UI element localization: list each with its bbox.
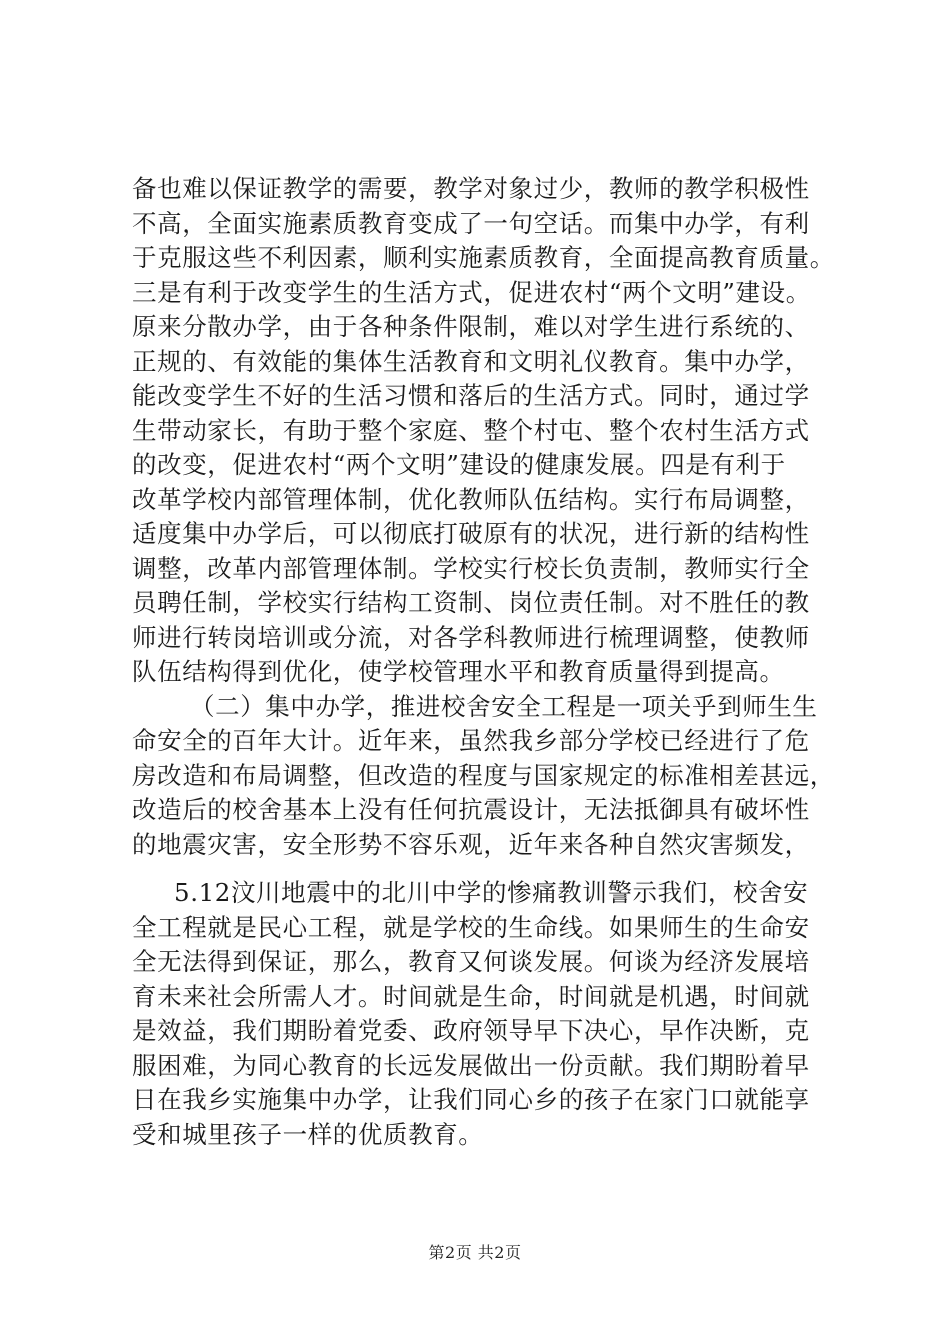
text-line: 全工程就是民心工程，就是学校的生命线。如果师生的生命安 [132, 912, 810, 942]
page-footer: 第2页 共2页 [428, 1243, 522, 1262]
text-line: 备也难以保证教学的需要，教学对象过少，教师的教学积极性 [132, 174, 810, 203]
paragraph-1 [132, 172, 835, 690]
text-line: 改造后的校舍基本上没有任何抗震设计，无法抵御具有破坏性 [132, 795, 810, 824]
text-line: （二）集中办学，推进校舍安全工程是一项关乎到师生生 [190, 691, 818, 721]
text-line: 5.12汶川地震中的北川中学的惨痛教训警示我们，校舍安 [174, 878, 809, 907]
document-body [132, 172, 835, 1152]
text-line: 队伍结构得到优化，使学校管理水平和教育质量得到提高。 [132, 657, 785, 686]
text-line: 是效益，我们期盼着党委、政府领导早下决心，早作决断，克 [132, 1016, 810, 1045]
text-line: 命安全的百年大计。近年来，虽然我乡部分学校已经进行了危 [132, 726, 810, 755]
paragraph-gap [132, 862, 832, 876]
text-line: 原来分散办学，由于各种条件限制，难以对学生进行系统的、 [132, 312, 810, 341]
paragraph-3 [132, 876, 832, 1152]
text-line: 日在我乡实施集中办学，让我们同心乡的孩子在家门口就能享 [132, 1085, 810, 1114]
text-line: 员聘任制，学校实行结构工资制、岗位责任制。对不胜任的教 [132, 588, 810, 617]
text-line: 不高，全面实施素质教育变成了一句空话。而集中办学，有利 [132, 208, 810, 238]
text-line: 全无法得到保证，那么，教育又何谈发展。何谈为经济发展培 [132, 947, 810, 976]
text-line: 改革学校内部管理体制，优化教师队伍结构。实行布局调整， [132, 484, 810, 514]
text-line: 适度集中办学后，可以彻底打破原有的状况，进行新的结构性 [132, 519, 810, 548]
text-line: 生带动家长，有助于整个家庭、整个村屯、整个农村生活方式 [132, 415, 810, 445]
text-line: 于克服这些不利因素，顺利实施素质教育，全面提高教育质量。 [132, 243, 835, 272]
paragraph-2 [132, 690, 835, 863]
text-line: 服困难，为同心教育的长远发展做出一份贡献。我们期盼着早 [132, 1050, 810, 1080]
text-line: 能改变学生不好的生活习惯和落后的生活方式。同时，通过学 [132, 381, 810, 410]
text-line: 育未来社会所需人才。时间就是生命，时间就是机遇，时间就 [132, 981, 810, 1011]
text-line: 房改造和布局调整，但改造的程度与国家规定的标准相差甚远， [132, 760, 835, 790]
text-line: 正规的、有效能的集体生活教育和文明礼仪教育。集中办学， [132, 346, 810, 376]
text-line: 调整，改革内部管理体制。学校实行校长负责制，教师实行全 [132, 553, 810, 583]
text-line: 的改变，促进农村“两个文明”建设的健康发展。四是有利于 [132, 450, 786, 479]
text-line: 三是有利于改变学生的生活方式，促进农村“两个文明”建设。 [132, 277, 811, 307]
text-line: 师进行转岗培训或分流，对各学科教师进行梳理调整，使教师 [132, 622, 810, 652]
text-line: 的地震灾害，安全形势不容乐观，近年来各种自然灾害频发， [132, 829, 810, 859]
text-line: 受和城里孩子一样的优质教育。 [132, 1119, 484, 1149]
